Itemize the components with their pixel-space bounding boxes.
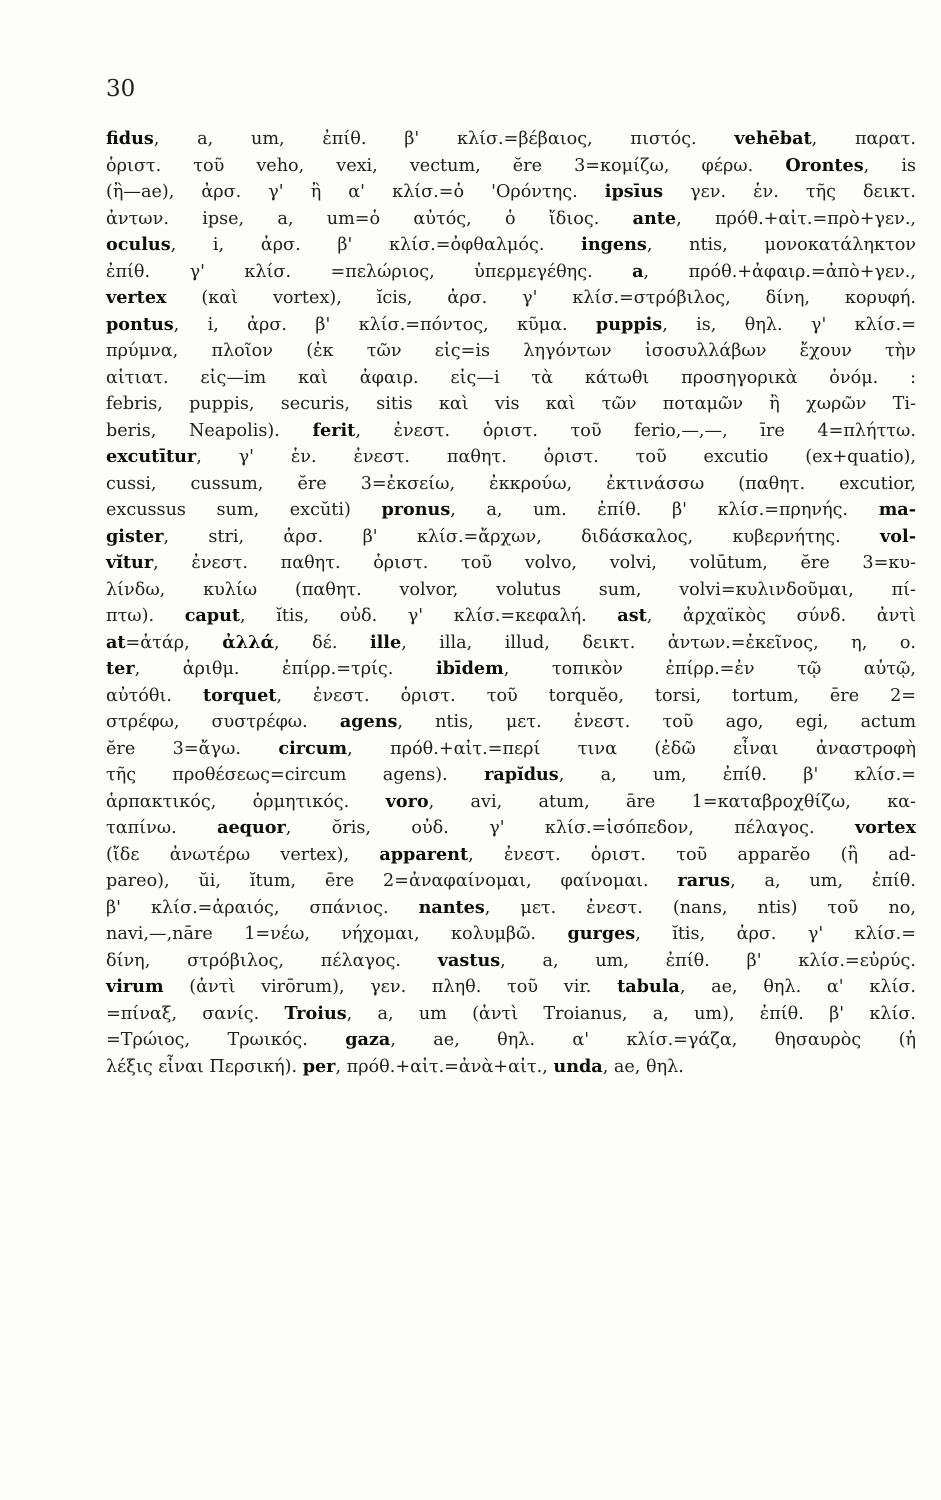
gloss-text: , πρόθ.+αἰτ.=πρὸ+γεν., — [676, 208, 916, 229]
gloss-text: , is — [863, 155, 916, 176]
gloss-text: πρύμνα, πλοῖον (ἐκ τῶν εἰς=is ληγόντων ἰσοσυλλάβων ἔχουν τὴν — [106, 341, 916, 361]
gloss-text: , ĭtis, οὐδ. γ' κλίσ.=κεφαλή. — [240, 606, 618, 626]
text-line — [106, 789, 916, 816]
text-line — [106, 577, 916, 604]
gloss-text: , ἀρχαϊκὸς σύνδ. ἀντὶ — [646, 606, 916, 626]
text-line — [106, 497, 916, 524]
gloss-text: , ae, θηλ. α' κλίσ. — [679, 977, 916, 997]
headword: vastus — [437, 949, 501, 971]
text-line — [106, 338, 916, 365]
gloss-text: , is, θηλ. γ' κλίσ.= — [662, 314, 917, 335]
headword: gaza — [345, 1029, 391, 1050]
headword: ma- — [878, 499, 917, 520]
text-line — [106, 921, 916, 948]
gloss-text: , ĭtis, ἀρσ. γ' κλίσ.= — [635, 924, 916, 944]
gloss-text: , ἐνεστ. ὁριστ. τοῦ ferio,—,—, īre 4=πλήττω. — [355, 420, 916, 441]
gloss-text: , a, um, ἐπίθ. — [730, 871, 916, 891]
gloss-text: , μετ. ἐνεστ. (nans, ntis) τοῦ no, — [484, 897, 916, 918]
text-line — [106, 259, 916, 286]
gloss-text: cussi, cussum, ĕre 3=ἐκσείω, ἐκκρούω, ἐκτινάσσω (παθητ. excutior, — [106, 473, 916, 494]
gloss-text: ἀντων. ipse, a, um=ὁ αὐτός, ὁ ἴδιος. — [106, 208, 633, 229]
text-line — [106, 736, 916, 763]
headword: gister — [106, 525, 164, 547]
gloss-text: (καὶ vortex), ĭcis, ἀρσ. γ' κλίσ.=στρόβιλος, δίνη, κορυφή. — [166, 288, 916, 308]
gloss-text: , ae, θηλ. α' κλίσ.=γάζα, θησαυρὸς (ἡ — [390, 1030, 916, 1050]
gloss-text: , παρατ. — [811, 129, 916, 149]
text-line — [106, 603, 916, 630]
gloss-text: , illa, illud, δεικτ. ἀντων.=ἐκεῖνος, η, ο. — [401, 632, 917, 653]
text-line — [106, 153, 916, 180]
headword: ast — [617, 605, 647, 626]
gloss-text: navi,—,nāre 1=νέω, νήχομαι, κολυμβῶ. — [106, 924, 568, 944]
text-line — [106, 948, 916, 975]
gloss-text: , stri, ἀρσ. β' κλίσ.=ἄρχων, διδάσκαλος, κυβερνήτης. — [163, 526, 881, 547]
text-line — [106, 762, 916, 789]
gloss-text: , ntis, μετ. ἐνεστ. τοῦ ago, egi, actum — [397, 712, 916, 732]
gloss-text: , i, ἀρσ. β' κλίσ.=πόντος, κῦμα. — [173, 314, 596, 335]
gloss-text: λέξις εἶναι Περσική). — [106, 1056, 303, 1077]
gloss-text: , a, um, ἐπίθ. β' κλίσ.=εὐρύς. — [500, 950, 916, 971]
text-line — [106, 524, 916, 551]
text-line — [106, 815, 916, 842]
gloss-text: , δέ. — [274, 632, 370, 653]
text-line — [106, 1027, 916, 1054]
text-line — [106, 206, 916, 233]
text-line — [106, 126, 916, 153]
headword: rarus — [677, 870, 731, 891]
text-line — [106, 232, 916, 259]
gloss-text: γεν. ἑν. τῆς δεικτ. — [663, 182, 916, 202]
text-line — [106, 895, 916, 922]
headword: ante — [632, 207, 677, 229]
text-line — [106, 179, 916, 206]
gloss-text: ἐπίθ. γ' κλίσ. =πελώριος, ὑπερμεγέθης. — [106, 261, 633, 282]
gloss-text: ἁρπακτικός, ὁρμητικός. — [106, 791, 386, 812]
gloss-text: δίνη, στρόβιλος, πέλαγος. — [106, 950, 438, 971]
gloss-text: πτω). — [106, 606, 185, 626]
text-line — [106, 656, 916, 683]
text-line — [106, 1001, 916, 1028]
gloss-text: , ŏris, οὐδ. γ' κλίσ.=ἰσόπεδον, πέλαγος. — [285, 818, 855, 838]
headword: tabula — [617, 976, 680, 997]
headword: vertex — [106, 287, 167, 308]
gloss-text: beris, Neapolis). — [106, 420, 313, 441]
gloss-text: , ἐνεστ. ὁριστ. τοῦ torquĕo, torsi, tortum, ēre 2= — [276, 685, 917, 706]
gloss-text: , a, um. ἐπίθ. β' κλίσ.=πρηνής. — [450, 500, 879, 520]
gloss-text: , τοπικὸν ἐπίρρ.=ἐν τῷ αὐτῷ, — [503, 659, 916, 679]
gloss-text: =πίναξ, σανίς. — [106, 1003, 285, 1024]
headword: puppis — [595, 313, 663, 335]
headword: fidus — [106, 128, 154, 149]
headword: ferit — [312, 419, 356, 441]
headword: virum — [106, 976, 164, 997]
text-line — [106, 285, 916, 312]
headword: agens — [339, 711, 398, 732]
gloss-text: τῆς προθέσεως=circum agens). — [106, 765, 485, 785]
gloss-text: , ἐνεστ. παθητ. ὁριστ. τοῦ volvo, volvi, volūtum, ĕre 3=κυ- — [153, 553, 916, 573]
text-line — [106, 974, 916, 1001]
gloss-text: , a, um (ἀντὶ Troianus, a, um), ἐπίθ. β' κλίσ. — [346, 1003, 916, 1024]
text-line — [106, 365, 916, 392]
headword: torquet — [202, 684, 277, 706]
headword: rapĭdus — [484, 764, 559, 785]
gloss-text: αἰτιατ. εἰς—im καὶ ἀφαιρ. εἰς—i τὰ κάτωθι προσηγορικὰ ὀνόμ. : — [106, 367, 916, 388]
gloss-text: , avi, atum, āre 1=καταβροχθίζω, κα- — [428, 791, 917, 812]
gloss-text: β' κλίσ.=ἀραιός, σπάνιος. — [106, 897, 419, 918]
gloss-text: στρέφω, συστρέφω. — [106, 712, 340, 732]
headword: ipsīus — [604, 181, 664, 202]
text-line — [106, 868, 916, 895]
headword: pronus — [381, 499, 451, 520]
headword: ter — [106, 658, 135, 679]
headword: pontus — [106, 313, 174, 335]
text-line — [106, 444, 916, 471]
gloss-text: , πρόθ.+αἰτ.=περί τινα (ἐδῶ εἶναι ἀναστροφὴ — [347, 738, 916, 759]
gloss-text: =ἀτάρ, — [125, 632, 223, 653]
gloss-text: , πρόθ.+ἀφαιρ.=ἀπὸ+γεν., — [643, 261, 916, 282]
headword: Orontes — [785, 154, 864, 176]
gloss-text: , a, um, ἐπίθ. β' κλίσ.=βέβαιος, πιστός. — [153, 129, 735, 149]
page-number: 30 — [106, 76, 136, 102]
headword: apparent — [379, 843, 469, 865]
text-line — [106, 418, 916, 445]
gloss-text: pareo), ŭi, ĭtum, ēre 2=ἀναφαίνομαι, φαίνομαι. — [106, 871, 678, 891]
text-line — [106, 1054, 916, 1081]
headword: voro — [385, 790, 429, 812]
headword: Troius — [284, 1002, 347, 1024]
headword: ingens — [581, 234, 647, 255]
glossary-text — [106, 126, 916, 1080]
headword: aequor — [217, 817, 286, 838]
text-line — [106, 709, 916, 736]
gloss-text: , ntis, μονοκατάληκτον — [646, 235, 916, 255]
gloss-text: ὁριστ. τοῦ veho, vexi, vectum, ĕre 3=κομίζω, φέρω. — [106, 155, 786, 176]
headword: unda — [553, 1055, 603, 1077]
headword: a — [632, 260, 644, 282]
headword: ille — [369, 631, 402, 653]
headword: vĭtur — [106, 552, 154, 573]
text-line — [106, 550, 916, 577]
gloss-text: (ἴδε ἀνωτέρω vertex), — [106, 844, 380, 865]
gloss-text: , ἐνεστ. ὁριστ. τοῦ apparĕo (ἢ ad- — [468, 844, 916, 865]
gloss-text: , γ' ἑν. ἐνεστ. παθητ. ὁριστ. τοῦ excutio (ex+quatio), — [196, 447, 916, 467]
text-line — [106, 683, 916, 710]
headword: at — [106, 631, 126, 653]
gloss-text: , i, ἀρσ. β' κλίσ.=ὀφθαλμός. — [170, 235, 582, 255]
text-line — [106, 630, 916, 657]
headword: caput — [184, 605, 241, 626]
headword: vortex — [854, 817, 916, 838]
gloss-text: , a, um, ἐπίθ. β' κλίσ.= — [558, 765, 917, 785]
headword: vol- — [880, 525, 916, 547]
gloss-text: (ἀντὶ virōrum), γεν. πληθ. τοῦ vir. — [163, 977, 618, 997]
headword: oculus — [106, 234, 171, 255]
gloss-text: febris, puppis, securis, sitis καὶ vis καὶ τῶν ποταμῶν ἢ χωρῶν Ti- — [106, 394, 916, 414]
text-line — [106, 471, 916, 498]
headword: per — [302, 1055, 336, 1077]
text-line — [106, 391, 916, 418]
gloss-text: λίνδω, κυλίω (παθητ. volvor, volutus sum, volvi=κυλινδοῦμαι, πί- — [106, 579, 916, 600]
text-line — [106, 842, 916, 869]
gloss-text: , ἀριθμ. ἐπίρρ.=τρίς. — [134, 659, 436, 679]
gloss-text: ĕre 3=ἄγω. — [106, 738, 279, 759]
gloss-text: , πρόθ.+αἰτ.=ἀνὰ+αἰτ., — [335, 1056, 554, 1077]
headword: excutītur — [106, 446, 197, 467]
gloss-text: αὐτόθι. — [106, 685, 203, 706]
headword: ibīdem — [435, 658, 504, 679]
gloss-text: , ae, θηλ. — [602, 1056, 684, 1077]
gloss-text: ταπίνω. — [106, 818, 218, 838]
headword: nantes — [418, 896, 485, 918]
headword: vehēbat — [734, 128, 812, 149]
headword: circum — [278, 737, 348, 759]
headword: gurges — [567, 923, 636, 944]
gloss-text: excussus sum, excŭti) — [106, 500, 382, 520]
gloss-text: (ἢ—ae), ἀρσ. γ' ἢ α' κλίσ.=ὁ 'Ορόντης. — [106, 182, 605, 202]
headword: ἀλλά — [222, 631, 274, 653]
gloss-text: =Τρώιος, Τρωικός. — [106, 1030, 346, 1050]
text-line — [106, 312, 916, 339]
